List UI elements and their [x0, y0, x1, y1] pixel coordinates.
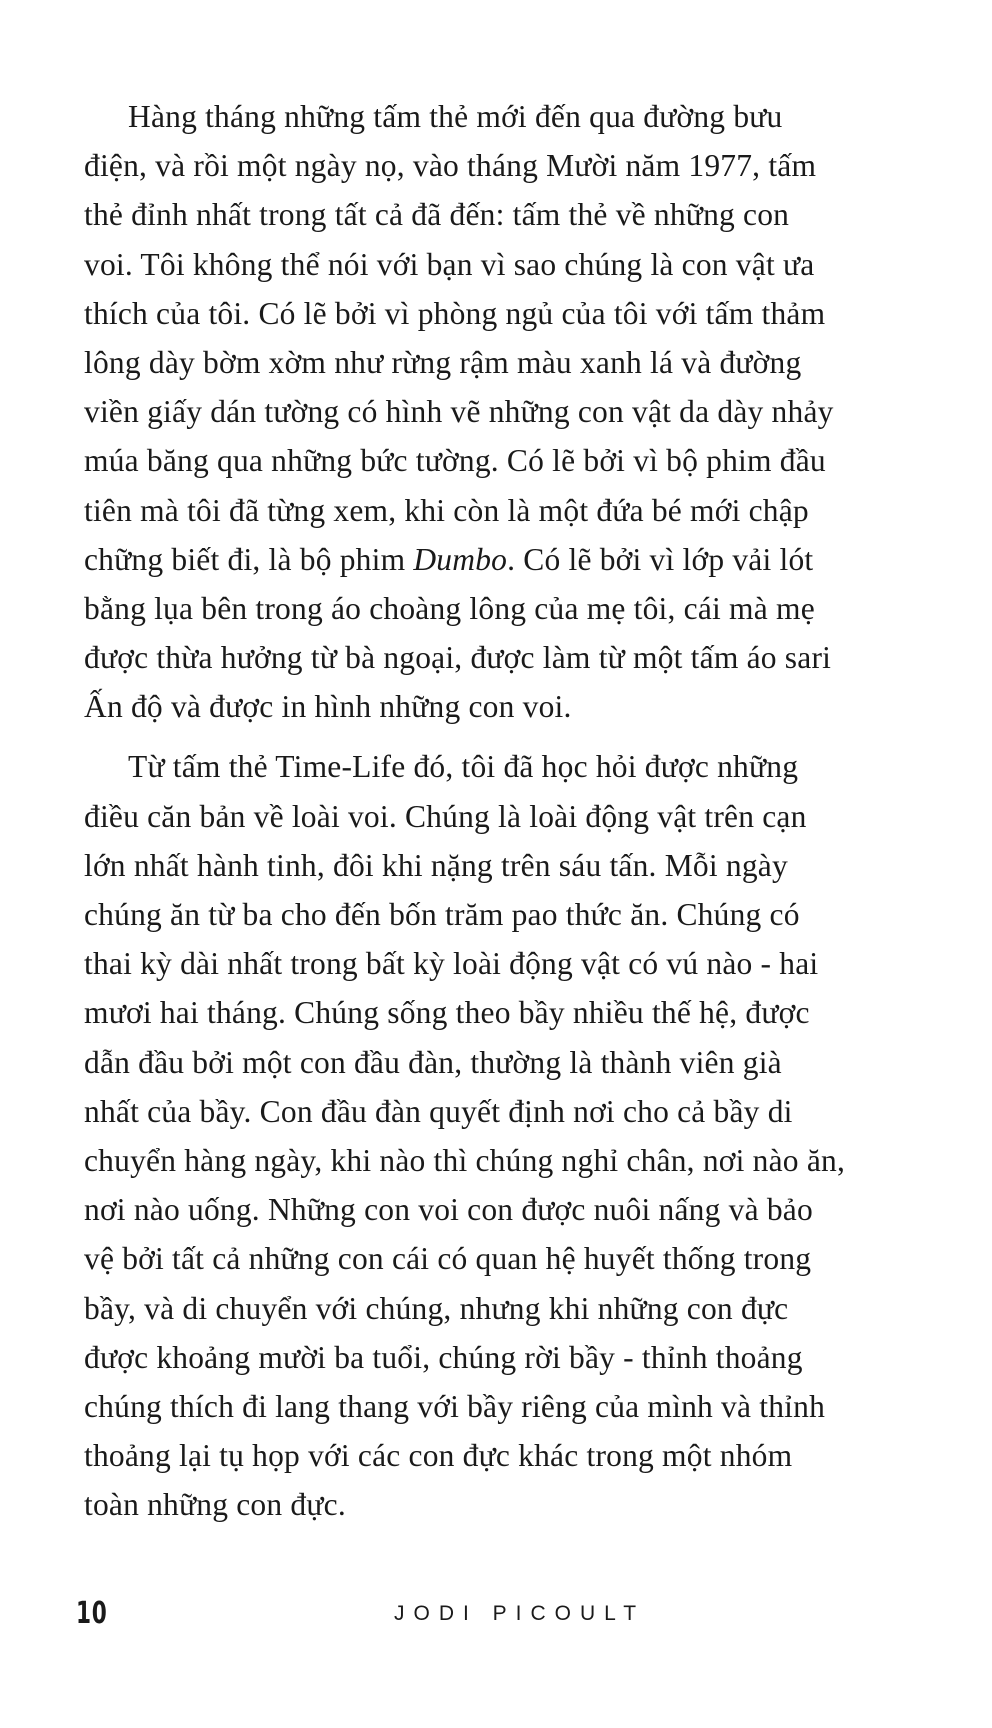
paragraph-1 [84, 92, 926, 731]
text-line: chúng thích đi lang thang với bầy riêng của mình và thỉnh [84, 1388, 826, 1424]
text-line: tiên mà tôi đã từng xem, khi còn là một đứa bé mới chập [84, 492, 809, 528]
text-line: thoảng lại tụ họp với các con đực khác trong một nhóm [84, 1438, 793, 1474]
text-segment: chững biết đi, là bộ phim [84, 541, 414, 577]
text-line: toàn những con đực. [84, 1487, 346, 1523]
text-line: bằng lụa bên trong áo choàng lông của mẹ tôi, cái mà mẹ [84, 590, 815, 626]
page-body [84, 92, 926, 1529]
text-line: dẫn đầu bởi một con đầu đàn, thường là thành viên già [84, 1044, 782, 1080]
text-line: vệ bởi tất cả những con cái có quan hệ huyết thống trong [84, 1241, 812, 1277]
text-line: chúng ăn từ ba cho đến bốn trăm pao thức ăn. Chúng có [84, 897, 800, 932]
running-footer-author: JODI PICOULT [394, 1602, 646, 1625]
text-segment: . Có lẽ bởi vì lớp vải lót [507, 541, 814, 577]
text-line: bầy, và di chuyển với chúng, nhưng khi những con đực [84, 1290, 789, 1326]
text-line: múa băng qua những bức tường. Có lẽ bởi vì bộ phim đầu [84, 443, 826, 479]
text-line: được thừa hưởng từ bà ngoại, được làm từ một tấm áo sari [84, 640, 832, 676]
text-line: chuyển hàng ngày, khi nào thì chúng nghỉ chân, nơi nào ăn, [84, 1142, 846, 1178]
text-line: mươi hai tháng. Chúng sống theo bầy nhiều thế hệ, được [84, 995, 810, 1031]
text-line [84, 535, 926, 584]
text-line: điện, và rồi một ngày nọ, vào tháng Mười năm 1977, tấm [84, 148, 817, 184]
text-line: voi. Tôi không thể nói với bạn vì sao chúng là con vật ưa [84, 246, 815, 282]
text-line: lớn nhất hành tinh, đôi khi nặng trên sáu tấn. Mỗi ngày [84, 847, 788, 883]
text-line: thai kỳ dài nhất trong bất kỳ loài động vật có vú nào - hai [84, 946, 819, 982]
text-line: Từ tấm thẻ Time-Life đó, tôi đã học hỏi được những [128, 749, 799, 785]
text-line: điều căn bản về loài voi. Chúng là loài động vật trên cạn [84, 798, 807, 834]
text-line: nơi nào uống. Những con voi con được nuôi nấng và bảo [84, 1192, 813, 1228]
paragraph-2 [84, 742, 926, 1529]
film-title-italic: Dumbo [413, 541, 508, 577]
paragraph-gap [84, 731, 926, 742]
page-number: 10 [76, 1596, 108, 1631]
text-line: lông dày bờm xờm như rừng rậm màu xanh lá và đường [84, 344, 802, 380]
text-line: Hàng tháng những tấm thẻ mới đến qua đường bưu [128, 99, 783, 134]
text-line: thích của tôi. Có lẽ bởi vì phòng ngủ của tôi với tấm thảm [84, 295, 826, 331]
text-line: Ấn độ và được in hình những con voi. [84, 689, 572, 725]
text-line: nhất của bầy. Con đầu đàn quyết định nơi cho cả bầy di [84, 1093, 793, 1129]
text-line: thẻ đỉnh nhất trong tất cả đã đến: tấm thẻ về những con [84, 197, 790, 233]
text-line: được khoảng mười ba tuổi, chúng rời bầy - thỉnh thoảng [84, 1339, 803, 1375]
text-line: viền giấy dán tường có hình vẽ những con vật da dày nhảy [84, 394, 834, 430]
